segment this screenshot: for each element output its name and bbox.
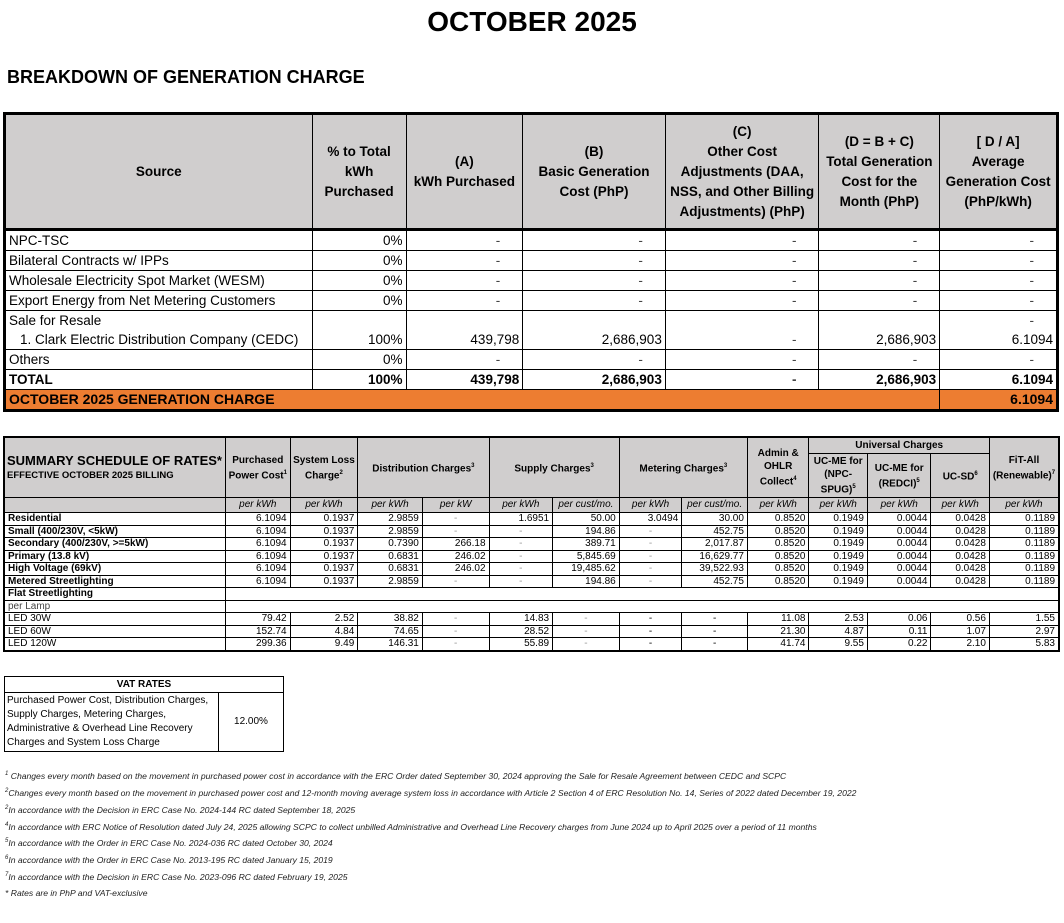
total-row: [5, 370, 1058, 390]
unit-blank: [4, 498, 226, 513]
rate-value: -: [422, 638, 489, 651]
value-cell-pct: 0%: [312, 230, 406, 251]
hdr-ucme-npc: UC-ME for (NPC-SPUG)$^5$: [809, 454, 867, 498]
rate-value: -: [489, 550, 553, 563]
total-c: -: [665, 370, 819, 390]
rate-value: 0.1189: [989, 538, 1059, 551]
rate-value: -: [553, 613, 620, 626]
rate-value: 0.11: [867, 625, 931, 638]
rate-value: 266.18: [422, 538, 489, 551]
col-e: [ D / A] Average Generation Cost (PhP/kWh): [940, 114, 1058, 230]
rate-value: -: [489, 563, 553, 576]
value-cell-e: 6.1094: [940, 330, 1058, 350]
rate-value: 0.1189: [989, 525, 1059, 538]
rate-value: -: [619, 563, 682, 576]
rate-class-label: Small (400/230V, <5kW): [4, 525, 226, 538]
value-cell-c: -: [665, 291, 819, 311]
generation-row: [5, 311, 1058, 331]
value-cell-a: 439,798: [406, 330, 523, 350]
hdr-universal: Universal Charges: [809, 437, 989, 454]
rate-value: 1.55: [989, 613, 1059, 626]
rate-row: [4, 575, 1059, 588]
rate-value: 0.0428: [931, 575, 989, 588]
value-cell-d: -: [819, 291, 940, 311]
col-d: (D = B + C) Total Generation Cost for the Month (PhP): [819, 114, 940, 230]
rate-value: 2,017.87: [682, 538, 748, 551]
rate-value: -: [489, 575, 553, 588]
hdr-supply: Supply Charges$^3$: [489, 437, 619, 498]
rate-value: 0.0428: [931, 513, 989, 526]
value-cell-c: -: [665, 251, 819, 271]
value-cell-d: -: [819, 251, 940, 271]
rate-value: 0.1949: [809, 563, 867, 576]
rate-value: 21.30: [747, 625, 809, 638]
value-cell-c: -: [665, 230, 819, 251]
rate-value: 152.74: [226, 625, 291, 638]
col-c: (C) Other Cost Adjustments (DAA, NSS, and Other Billing Adjustments) (PhP): [665, 114, 819, 230]
rate-value: 0.0044: [867, 538, 931, 551]
total-a: 439,798: [406, 370, 523, 390]
rate-value: 0.1189: [989, 575, 1059, 588]
rate-value: 0.1937: [290, 525, 358, 538]
rate-value: 0.1949: [809, 550, 867, 563]
unit-cell: per kWh: [747, 498, 809, 513]
rate-value: 6.1094: [226, 538, 291, 551]
rate-value: 0.1937: [290, 538, 358, 551]
rate-value: 0.0428: [931, 550, 989, 563]
rate-value: 2.9859: [358, 513, 423, 526]
value-cell-e: -: [940, 311, 1058, 331]
rate-value: 38.82: [358, 613, 423, 626]
rate-value: -: [619, 625, 682, 638]
rate-value: 9.49: [290, 638, 358, 651]
rate-value: 0.7390: [358, 538, 423, 551]
rate-value: 0.0044: [867, 575, 931, 588]
unit-cell: per kWh: [989, 498, 1059, 513]
rate-value: 30.00: [682, 513, 748, 526]
empty-cell: [226, 600, 1060, 613]
rate-value: 0.8520: [747, 525, 809, 538]
generation-charge-label: OCTOBER 2025 GENERATION CHARGE: [5, 390, 940, 411]
rate-value: 0.0044: [867, 563, 931, 576]
rate-value: 0.06: [867, 613, 931, 626]
rate-class-label: Primary (13.8 kV): [4, 550, 226, 563]
rate-value: 0.22: [867, 638, 931, 651]
unit-cell: per kWh: [809, 498, 867, 513]
rate-value: 6.1094: [226, 525, 291, 538]
rate-row: [4, 538, 1059, 551]
value-cell-pct: 0%: [312, 291, 406, 311]
rate-value: 50.00: [553, 513, 620, 526]
rate-value: -: [619, 638, 682, 651]
value-cell-b: -: [523, 230, 666, 251]
rate-value: 3.0494: [619, 513, 682, 526]
value-cell-pct: 0%: [312, 271, 406, 291]
value-cell-a: -: [406, 350, 523, 370]
rate-value: 0.1937: [290, 575, 358, 588]
total-b: 2,686,903: [523, 370, 666, 390]
rate-value: 0.1937: [290, 563, 358, 576]
value-cell-c: [665, 311, 819, 331]
generation-row: [5, 251, 1058, 271]
flat-streetlighting-label: Flat Streetlighting: [4, 588, 226, 601]
unit-cell: per kWh: [358, 498, 423, 513]
rate-value: 0.0044: [867, 513, 931, 526]
generation-charge-row: [5, 390, 1058, 411]
generation-row: [5, 350, 1058, 370]
rate-value: 0.6831: [358, 550, 423, 563]
rate-value: -: [422, 525, 489, 538]
vat-description: Purchased Power Cost, Distribution Charges, Supply Charges, Metering Charges, Administrative & Overhead Line Recovery Charges and System Loss Charge: [5, 693, 219, 752]
footnote: $^2$Changes every month based on the movement in purchased power cost and 12-month moving average system loss in accordance with Article 2 Section 4 of ERC Resolution No. 14, Series of 2022 dated December 19, 2022: [5, 787, 857, 798]
vat-rate: 12.00%: [219, 693, 284, 752]
unit-cell: per kWh: [619, 498, 682, 513]
rate-value: 28.52: [489, 625, 553, 638]
rate-value: 2.9859: [358, 525, 423, 538]
rate-value: -: [682, 625, 748, 638]
source-cell: Others: [5, 350, 313, 370]
value-cell-b: [523, 311, 666, 331]
rate-value: 452.75: [682, 575, 748, 588]
rate-value: 39,522.93: [682, 563, 748, 576]
per-lamp-row: [4, 600, 1059, 613]
value-cell-a: [406, 311, 523, 331]
rate-row: [4, 613, 1059, 626]
rate-row: [4, 638, 1059, 651]
generation-row: [5, 330, 1058, 350]
value-cell-a: -: [406, 271, 523, 291]
hdr-dist: Distribution Charges$^3$: [358, 437, 489, 498]
rate-class-label: Secondary (400/230V, >=5kW): [4, 538, 226, 551]
value-cell-d: [819, 311, 940, 331]
source-cell: Export Energy from Net Metering Customers: [5, 291, 313, 311]
source-cell: NPC-TSC: [5, 230, 313, 251]
value-cell-b: 2,686,903: [523, 330, 666, 350]
section-title-generation: BREAKDOWN OF GENERATION CHARGE: [7, 67, 365, 87]
source-cell: Bilateral Contracts w/ IPPs: [5, 251, 313, 271]
rate-class-label: Metered Streetlighting: [4, 575, 226, 588]
footnote: $^2$In accordance with the Decision in ERC Case No. 2024-144 RC dated September 18, 2025: [5, 804, 356, 815]
rate-row: [4, 550, 1059, 563]
hdr-ppc: Purchased Power Cost$^1$: [226, 437, 291, 498]
value-cell-b: -: [523, 271, 666, 291]
rate-value: -: [553, 638, 620, 651]
rate-value: 2.9859: [358, 575, 423, 588]
summary-schedule-table: [3, 436, 1060, 652]
rate-value: 0.0044: [867, 550, 931, 563]
rate-value: 4.87: [809, 625, 867, 638]
col-source: Source: [5, 114, 313, 230]
rate-value: 16,629.77: [682, 550, 748, 563]
rate-value: 0.0428: [931, 538, 989, 551]
summary-title-cell: SUMMARY SCHEDULE OF RATES* EFFECTIVE OCTOBER 2025 BILLING: [4, 437, 226, 498]
rate-value: -: [553, 625, 620, 638]
rate-value: -: [422, 513, 489, 526]
rate-value: 0.1937: [290, 550, 358, 563]
hdr-ucme-redci: UC-ME for (REDCI)$^5$: [867, 454, 931, 498]
rate-value: -: [619, 613, 682, 626]
vat-title: VAT RATES: [5, 677, 284, 693]
rate-value: 0.0044: [867, 525, 931, 538]
rate-value: 0.0428: [931, 563, 989, 576]
value-cell-a: -: [406, 291, 523, 311]
col-pct: % to Total kWh Purchased: [312, 114, 406, 230]
rate-value: -: [619, 538, 682, 551]
footnotes: [5, 767, 856, 885]
rate-class-label: High Voltage (69kV): [4, 563, 226, 576]
rate-value: 0.56: [931, 613, 989, 626]
generation-row: [5, 291, 1058, 311]
rate-value: -: [619, 550, 682, 563]
rate-value: 146.31: [358, 638, 423, 651]
rate-value: -: [422, 625, 489, 638]
rate-value: 19,485.62: [553, 563, 620, 576]
rate-value: 4.84: [290, 625, 358, 638]
rate-value: -: [422, 613, 489, 626]
value-cell-e: -: [940, 251, 1058, 271]
rate-value: 5,845.69: [553, 550, 620, 563]
rate-value: 0.6831: [358, 563, 423, 576]
rate-value: 0.8520: [747, 575, 809, 588]
vat-rates-table: [4, 676, 284, 752]
rate-value: 74.65: [358, 625, 423, 638]
rate-value: -: [682, 613, 748, 626]
rate-value: 79.42: [226, 613, 291, 626]
footnote: $^1$ Changes every month based on the movement in purchased power cost in accordance with the ERC Order dated September 30, 2024 approving the Sale for Resale Agreement between CEDC and SCPC: [5, 770, 787, 781]
empty-cell: [226, 588, 1060, 601]
generation-row: [5, 230, 1058, 251]
footnote: $^5$In accordance with the Order in ERC Case No. 2024-036 RC dated October 30, 2024: [5, 838, 333, 849]
unit-cell: per cust/mo.: [553, 498, 620, 513]
rate-class-label: LED 120W: [4, 638, 226, 651]
unit-cell: per kWh: [226, 498, 291, 513]
value-cell-pct: [312, 311, 406, 331]
value-cell-a: -: [406, 251, 523, 271]
rate-value: -: [489, 525, 553, 538]
generation-charge-value: 6.1094: [940, 390, 1058, 411]
value-cell-d: -: [819, 350, 940, 370]
rate-value: 2.52: [290, 613, 358, 626]
rate-value: 6.1094: [226, 550, 291, 563]
rate-value: 55.89: [489, 638, 553, 651]
unit-cell: per kW: [422, 498, 489, 513]
rate-value: 0.0428: [931, 525, 989, 538]
hdr-ucsd: $UC-SD^6$: [931, 454, 989, 498]
value-cell-d: 2,686,903: [819, 330, 940, 350]
rate-value: 41.74: [747, 638, 809, 651]
rate-value: -: [489, 538, 553, 551]
value-cell-d: -: [819, 271, 940, 291]
rate-value: 0.1189: [989, 513, 1059, 526]
total-d: 2,686,903: [819, 370, 940, 390]
rate-value: 299.36: [226, 638, 291, 651]
unit-cell: per cust/mo.: [682, 498, 748, 513]
generation-charge-table: [3, 112, 1059, 412]
rates-note: * Rates are in PhP and VAT-exclusive: [5, 888, 148, 898]
value-cell-e: -: [940, 230, 1058, 251]
value-cell-c: -: [665, 271, 819, 291]
footnote: $^7$In accordance with the Decision in ERC Case No. 2023-096 RC dated February 19, 2025: [5, 872, 348, 883]
rate-value: 2.10: [931, 638, 989, 651]
rate-class-label: LED 60W: [4, 625, 226, 638]
hdr-slc: System Loss Charge$^2$: [290, 437, 358, 498]
rate-value: 246.02: [422, 563, 489, 576]
rate-value: 1.07: [931, 625, 989, 638]
value-cell-b: -: [523, 350, 666, 370]
value-cell-b: -: [523, 291, 666, 311]
total-e: 6.1094: [940, 370, 1058, 390]
rate-value: 0.8520: [747, 538, 809, 551]
value-cell-pct: 100%: [312, 330, 406, 350]
per-lamp-label: per Lamp: [4, 600, 226, 613]
source-cell: Sale for Resale: [5, 311, 313, 331]
rate-value: 9.55: [809, 638, 867, 651]
value-cell-pct: 0%: [312, 350, 406, 370]
rate-value: -: [422, 575, 489, 588]
rate-value: 194.86: [553, 525, 620, 538]
rate-value: 0.1949: [809, 538, 867, 551]
unit-cell: per kWh: [931, 498, 989, 513]
value-cell-c: -: [665, 330, 819, 350]
rate-value: 0.1189: [989, 563, 1059, 576]
value-cell-c: -: [665, 350, 819, 370]
total-label: TOTAL: [5, 370, 313, 390]
rate-value: 194.86: [553, 575, 620, 588]
hdr-fit: FiT-All (Renewable)$^7$: [989, 437, 1059, 498]
rate-value: 14.83: [489, 613, 553, 626]
flat-streetlighting-row: [4, 588, 1059, 601]
rate-value: 0.1189: [989, 550, 1059, 563]
value-cell-e: -: [940, 271, 1058, 291]
col-a: (A) kWh Purchased: [406, 114, 523, 230]
rate-value: 246.02: [422, 550, 489, 563]
value-cell-e: -: [940, 350, 1058, 370]
rate-value: 2.97: [989, 625, 1059, 638]
value-cell-d: -: [819, 230, 940, 251]
total-pct: 100%: [312, 370, 406, 390]
rate-class-label: LED 30W: [4, 613, 226, 626]
rate-value: 389.71: [553, 538, 620, 551]
value-cell-a: -: [406, 230, 523, 251]
rate-value: 0.1949: [809, 525, 867, 538]
rate-class-label: Residential: [4, 513, 226, 526]
rate-value: 0.8520: [747, 563, 809, 576]
rate-value: -: [682, 638, 748, 651]
source-cell: Wholesale Electricity Spot Market (WESM): [5, 271, 313, 291]
hdr-meter: Metering Charges$^3$: [619, 437, 747, 498]
footnote: $^4$In accordance with ERC Notice of Resolution dated July 24, 2025 allowing SCPC to collect unbilled Administrative and Overhead Line Recovery charges from June 2024 up to April 2025 over a period of 11 months: [5, 821, 817, 832]
unit-cell: per kWh: [290, 498, 358, 513]
value-cell-pct: 0%: [312, 251, 406, 271]
rate-value: 2.53: [809, 613, 867, 626]
value-cell-b: -: [523, 251, 666, 271]
source-cell: 1. Clark Electric Distribution Company (CEDC): [5, 330, 313, 350]
unit-cell: per kWh: [489, 498, 553, 513]
rate-row: [4, 525, 1059, 538]
rate-value: 11.08: [747, 613, 809, 626]
rate-value: 0.1937: [290, 513, 358, 526]
rate-value: 0.1949: [809, 575, 867, 588]
unit-cell: per kWh: [867, 498, 931, 513]
value-cell-e: -: [940, 291, 1058, 311]
rate-value: 6.1094: [226, 513, 291, 526]
col-b: (B) Basic Generation Cost (PhP): [523, 114, 666, 230]
rate-row: [4, 513, 1059, 526]
footnote: $^6$In accordance with the Order in ERC Case No. 2013-195 RC dated January 15, 2019: [5, 855, 333, 866]
rate-value: 0.8520: [747, 513, 809, 526]
rate-value: 0.8520: [747, 550, 809, 563]
generation-row: [5, 271, 1058, 291]
rate-value: -: [619, 575, 682, 588]
rate-value: -: [619, 525, 682, 538]
rate-value: 6.1094: [226, 575, 291, 588]
page-title: OCTOBER 2025: [427, 6, 637, 37]
rate-value: 452.75: [682, 525, 748, 538]
rate-value: 5.83: [989, 638, 1059, 651]
rate-row: [4, 625, 1059, 638]
rate-value: 6.1094: [226, 563, 291, 576]
rate-row: [4, 563, 1059, 576]
rate-value: 1.6951: [489, 513, 553, 526]
rate-value: 0.1949: [809, 513, 867, 526]
hdr-admin: Admin & OHLR Collect$^4$: [747, 437, 809, 498]
